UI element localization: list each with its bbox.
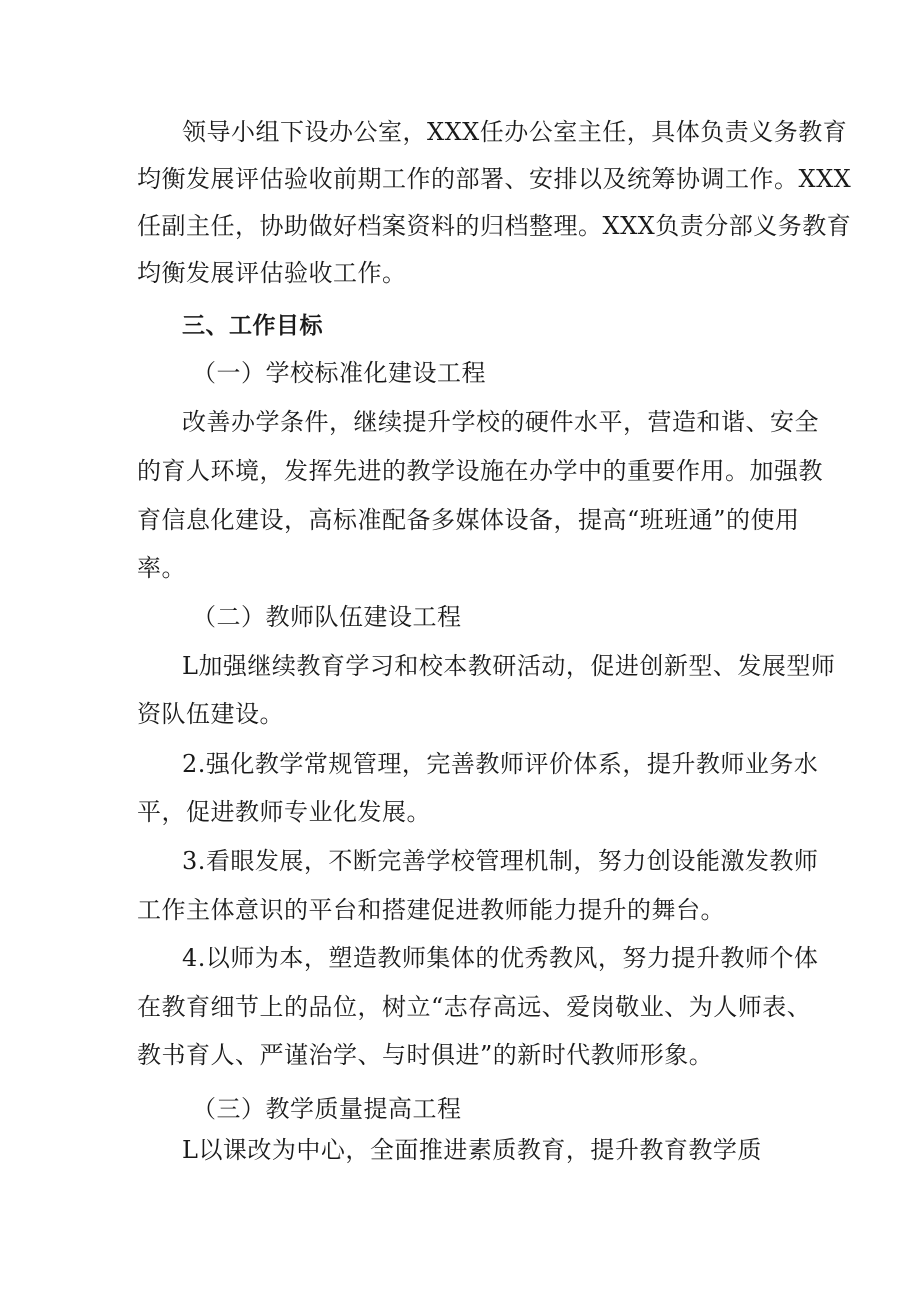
paragraph-line: 改善办学条件，继续提升学校的硬件水平，营造和谐、安全 [182,408,819,436]
paragraph-line: 均衡发展评估验收前期工作的部署、安排以及统筹协调工作。XXX [137,165,852,193]
paragraph-line: 的育人环境，发挥先进的教学设施在办学中的重要作用。加强教 [137,457,823,485]
section-heading: 三、工作目标 [182,313,323,339]
list-item-line: L加强继续教育学习和校本教研活动，促进创新型、发展型师 [182,652,836,680]
list-item-line: 平，促进教师专业化发展。 [137,798,431,826]
list-item-line: 教书育人、严谨治学、与时俱进”的新时代教师形象。 [137,1041,714,1069]
paragraph-line: 领导小组下设办公室，XXX任办公室主任，具体负责义务教育 [182,118,848,146]
list-item-line: 2.强化教学常规管理，完善教师评价体系，提升教师业务水 [182,750,819,778]
paragraph-line: L以课改为中心，全面推进素质教育，提升教育教学质 [182,1136,762,1164]
paragraph-line: 任副主任，协助做好档案资料的归档整理。XXX负责分部义务教育 [137,212,852,240]
subsection-title: （一）学校标准化建设工程 [192,359,486,387]
list-item-line: 工作主体意识的平台和搭建促进教师能力提升的舞台。 [137,896,725,924]
list-item-line: 资队伍建设。 [137,700,284,728]
paragraph-line: 育信息化建设，高标准配备多媒体设备，提高“班班通”的使用 [137,506,800,534]
subsection-title: （二）教师队伍建设工程 [192,603,462,631]
list-item-line: 3.看眼发展，不断完善学校管理机制，努力创设能激发教师 [182,847,819,875]
paragraph-line: 率。 [137,554,186,582]
list-item-line: 在教育细节上的品位，树立“志存高远、爱岗敬业、为人师表、 [137,993,812,1021]
paragraph-line: 均衡发展评估验收工作。 [137,259,407,287]
list-item-line: 4.以师为本，塑造教师集体的优秀教风，努力提升教师个体 [182,944,819,972]
subsection-title: （三）教学质量提高工程 [192,1095,462,1123]
